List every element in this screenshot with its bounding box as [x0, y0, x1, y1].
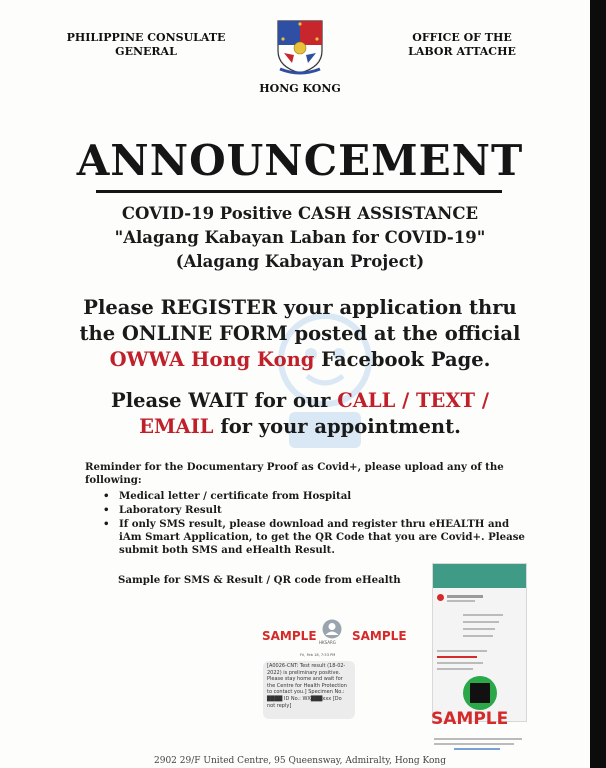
list-item — [103, 518, 533, 557]
register-line-1: Please REGISTER your application thru — [83, 296, 517, 319]
sample-caption: Sample for SMS & Result / QR code from eHealth — [118, 574, 401, 586]
list-item-text: Medical letter / certificate from Hospital — [119, 490, 352, 502]
list-item — [103, 490, 533, 503]
reminder-text: Reminder for the Documentary Proof as Covid+, please upload any of the following: — [85, 461, 504, 486]
ehealth-logo-icon — [437, 594, 444, 601]
header-left — [62, 31, 230, 59]
list-item-text: Laboratory Result — [119, 504, 222, 516]
ehealth-header-bar — [433, 564, 526, 588]
wait-line-2-rest: for your appointment. — [213, 415, 461, 438]
ehealth-text-line — [437, 662, 483, 664]
sms-sample-right-label: SAMPLE — [352, 629, 407, 643]
bullet-icon: • — [103, 504, 110, 516]
wait-line-1-black: Please WAIT for our — [111, 389, 338, 412]
title-underline — [96, 190, 502, 193]
ehealth-text-line — [463, 628, 495, 630]
sms-sample-left-label: SAMPLE — [262, 629, 317, 643]
register-line-3-rest: Facebook Page. — [314, 348, 491, 371]
sms-message-bubble: [A0026-CNT: Test result (18-02-2022) is preliminary positive. Please stay home and wait for the Centre for Health Protection to contact you.] Specimen No.: ████ ID No.: WX███xxx [Do not reply] — [263, 661, 355, 719]
ehealth-footnote-link — [454, 748, 500, 750]
qr-code-icon — [470, 683, 490, 703]
header-left-line2: GENERAL — [115, 45, 177, 58]
ehealth-text-line — [463, 621, 499, 623]
bullet-icon: • — [103, 490, 110, 502]
header-right-line2: LABOR ATTACHE — [408, 45, 516, 58]
subtitle-line-3: (Alagang Kabayan Project) — [175, 252, 425, 271]
wait-line-2-red: EMAIL — [139, 415, 214, 438]
scan-edge — [590, 0, 606, 768]
ehealth-sample-label: SAMPLE — [431, 709, 509, 729]
list-item-text: If only SMS result, please download and register thru eHEALTH and iAm Smart Application, to get the QR Code that you are Covid+. Please submit both SMS and eHealth Result. — [119, 518, 525, 556]
sms-time: Fri, Feb 18, 7:53 PM — [300, 653, 336, 657]
header-right-line1: OFFICE OF THE — [412, 31, 512, 44]
ehealth-footnote-line — [434, 738, 522, 740]
wait-line-2 — [0, 415, 590, 438]
ehealth-text-line — [447, 600, 475, 602]
header-right — [392, 31, 532, 59]
ehealth-text-line — [437, 668, 473, 670]
register-line-3 — [0, 348, 590, 371]
footer-address: 2902 29/F United Centre, 95 Queensway, Admiralty, Hong Kong — [154, 756, 446, 766]
ehealth-text-line — [447, 595, 483, 598]
ehealth-text-line — [463, 635, 493, 637]
register-line-2: the ONLINE FORM posted at the official — [79, 322, 521, 345]
header-left-line1: PHILIPPINE CONSULATE — [66, 31, 226, 44]
subtitle-line-2: "Alagang Kabayan Laban for COVID-19" — [114, 228, 486, 247]
ehealth-text-line — [437, 650, 487, 652]
requirements-list — [103, 490, 533, 558]
ehealth-text-line — [463, 614, 503, 616]
sms-sender: HKSARG — [319, 640, 336, 645]
announcement-title: ANNOUNCEMENT — [76, 136, 524, 185]
ehealth-text-line — [437, 656, 477, 658]
wait-line-1-red: CALL / TEXT / — [337, 389, 489, 412]
subtitle-line-1: COVID-19 Positive CASH ASSISTANCE — [121, 204, 479, 223]
list-item — [103, 504, 533, 517]
ehealth-footnote-line — [434, 743, 514, 745]
bullet-icon: • — [103, 518, 110, 530]
header-city: HONG KONG — [259, 82, 341, 95]
avatar-icon — [322, 619, 342, 639]
owwa-hong-kong-link: OWWA Hong Kong — [109, 348, 315, 371]
ehealth-screenshot — [432, 563, 527, 722]
philippine-seal-icon — [270, 15, 330, 77]
wait-line-1 — [0, 389, 590, 412]
